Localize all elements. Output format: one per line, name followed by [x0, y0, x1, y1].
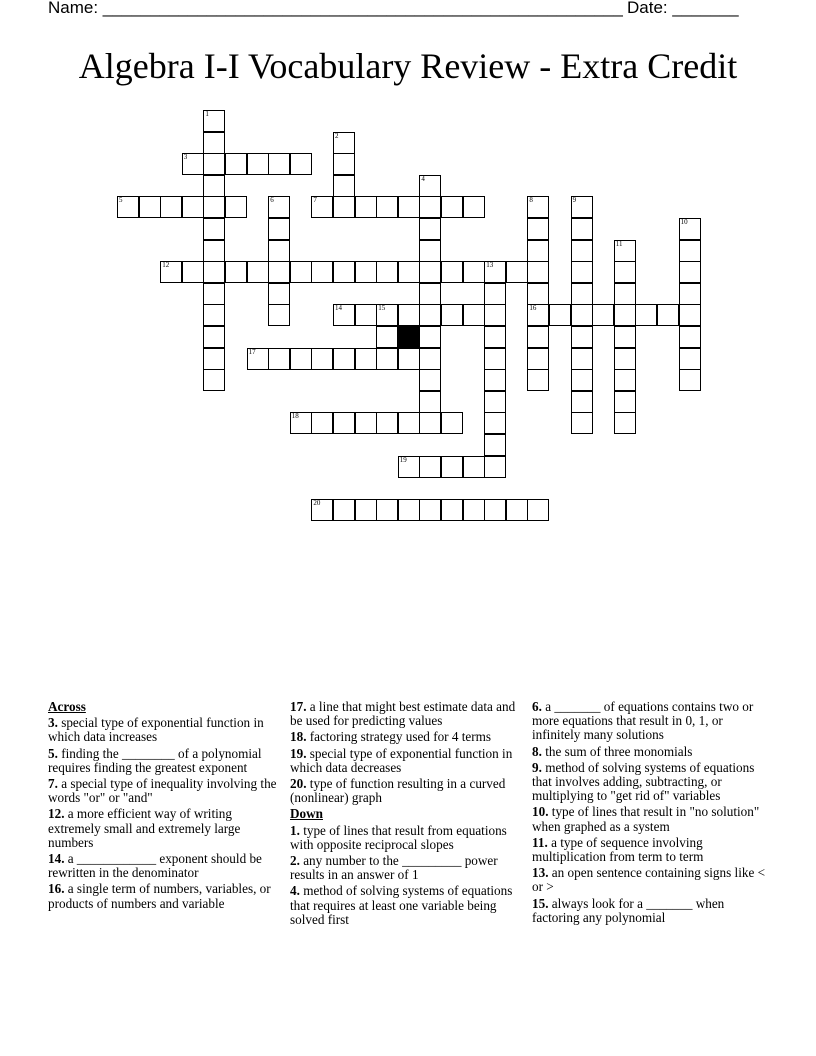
grid-cell[interactable] — [527, 326, 549, 348]
grid-cell[interactable] — [419, 348, 441, 370]
clue-across-3 — [48, 716, 280, 744]
clue-number: 2. — [290, 853, 300, 869]
grid-cell[interactable] — [571, 283, 593, 305]
grid-cell[interactable] — [484, 434, 506, 456]
clue-text: a ____________ exponent should be rewritten in the denominator — [48, 851, 262, 881]
cell-number: 11 — [615, 239, 623, 248]
grid-cell[interactable] — [203, 132, 225, 154]
grid-cell[interactable] — [398, 499, 420, 521]
clue-text: type of lines that result from equations with opposite reciprocal slopes — [290, 822, 507, 852]
clue-text: method of solving systems of equations that involves adding, subtracting, or multiplying to "get rid of" variables — [532, 759, 755, 804]
grid-cell[interactable] — [571, 196, 593, 218]
grid-cell[interactable] — [247, 261, 269, 283]
grid-cell[interactable] — [355, 304, 377, 326]
clue-down-2 — [290, 854, 516, 882]
grid-cell[interactable] — [419, 499, 441, 521]
clue-across-19 — [290, 747, 516, 775]
clue-number: 14. — [48, 851, 65, 867]
clues-column-3 — [532, 700, 768, 927]
clue-number: 17. — [290, 699, 307, 714]
cell-number: 15 — [378, 304, 386, 313]
grid-cell[interactable] — [355, 412, 377, 434]
grid-cell[interactable] — [614, 326, 636, 348]
clue-text: special type of exponential function in which data decreases — [290, 745, 513, 775]
grid-cell[interactable] — [268, 261, 290, 283]
grid-cell[interactable] — [679, 369, 701, 391]
grid-cell[interactable] — [376, 196, 398, 218]
grid-cell[interactable] — [484, 348, 506, 370]
cell-number: 10 — [680, 218, 688, 226]
down-heading: Down — [290, 806, 323, 822]
grid-cell[interactable] — [484, 412, 506, 434]
grid-cell[interactable] — [203, 261, 225, 283]
grid-cell[interactable] — [290, 261, 312, 283]
clue-across-7 — [48, 777, 280, 805]
grid-cell[interactable] — [268, 196, 290, 218]
grid-cell[interactable] — [463, 456, 485, 478]
grid-cell[interactable] — [225, 196, 247, 218]
grid-cell[interactable] — [247, 348, 269, 370]
clue-text: a single term of numbers, variables, or products of numbers and variable — [48, 881, 271, 911]
grid-cell[interactable] — [419, 369, 441, 391]
grid-cell[interactable] — [441, 196, 463, 218]
grid-cell[interactable] — [398, 456, 420, 478]
clue-text: finding the ________ of a polynomial requires finding the greatest exponent — [48, 745, 262, 775]
clue-text: factoring strategy used for 4 terms — [309, 729, 492, 745]
clue-down-1 — [290, 824, 516, 852]
grid-cell[interactable] — [679, 240, 701, 262]
grid-cell[interactable] — [484, 391, 506, 413]
clue-number: 1. — [290, 822, 300, 838]
cell-number: 8 — [529, 196, 533, 205]
grid-cell[interactable] — [203, 175, 225, 197]
grid-cell[interactable] — [290, 153, 312, 175]
clue-number: 18. — [290, 729, 307, 745]
grid-cell[interactable] — [376, 412, 398, 434]
date-field[interactable]: Date: _______ — [627, 0, 739, 17]
grid-cell[interactable] — [333, 261, 355, 283]
grid-cell[interactable] — [419, 326, 441, 348]
clue-text: the sum of three monomials — [545, 743, 693, 759]
cell-number: 13 — [486, 261, 494, 270]
clue-text: special type of exponential function in which data increases — [48, 715, 264, 745]
grid-cell[interactable] — [376, 304, 398, 326]
grid-cell[interactable] — [311, 499, 333, 521]
grid-cell[interactable] — [527, 218, 549, 240]
grid-cell[interactable] — [614, 369, 636, 391]
clue-across-12 — [48, 807, 280, 850]
grid-cell[interactable] — [527, 369, 549, 391]
clue-text: method of solving systems of equations that requires at least one variable being solved first — [290, 883, 513, 927]
grid-cell[interactable] — [333, 412, 355, 434]
grid-cell[interactable] — [571, 348, 593, 370]
grid-cell[interactable] — [333, 196, 355, 218]
grid-cell[interactable] — [506, 499, 528, 521]
clue-down-9 — [532, 761, 768, 804]
cell-number: 12 — [162, 261, 170, 270]
grid-cell[interactable] — [182, 153, 204, 175]
grid-cell[interactable] — [311, 261, 333, 283]
grid-cell[interactable] — [679, 283, 701, 305]
grid-cell[interactable] — [203, 153, 225, 175]
grid-cell[interactable] — [225, 261, 247, 283]
grid-cell[interactable] — [419, 304, 441, 326]
grid-cell[interactable] — [117, 196, 139, 218]
grid-cell[interactable] — [484, 304, 506, 326]
grid-cell[interactable] — [160, 261, 182, 283]
grid-cell[interactable] — [333, 153, 355, 175]
grid-cell[interactable] — [333, 348, 355, 370]
grid-cell[interactable] — [160, 196, 182, 218]
clue-number: 10. — [532, 804, 549, 820]
clue-text: a line that might best estimate data and be used for predicting values — [290, 699, 516, 729]
grid-cell[interactable] — [484, 261, 506, 283]
clue-text: a type of sequence involving multiplication from term to term — [532, 834, 704, 865]
grid-cell[interactable] — [247, 153, 269, 175]
grid-cell[interactable] — [657, 304, 679, 326]
clue-across-16 — [48, 882, 280, 910]
grid-cell[interactable] — [679, 218, 701, 240]
grid-cell[interactable] — [139, 196, 161, 218]
clue-number: 11. — [532, 834, 548, 850]
grid-cell[interactable] — [419, 283, 441, 305]
clue-number: 16. — [48, 881, 65, 897]
grid-cell[interactable] — [398, 304, 420, 326]
grid-cell[interactable] — [355, 261, 377, 283]
grid-cell[interactable] — [268, 218, 290, 240]
grid-cell[interactable] — [614, 348, 636, 370]
clue-number: 8. — [532, 743, 542, 759]
grid-cell[interactable] — [571, 369, 593, 391]
grid-cell[interactable] — [203, 240, 225, 262]
grid-cell[interactable] — [527, 348, 549, 370]
grid-cell[interactable] — [355, 348, 377, 370]
cell-number: 5 — [119, 196, 123, 205]
grid-cell[interactable] — [484, 326, 506, 348]
clue-down-4 — [290, 884, 516, 927]
grid-cell[interactable] — [203, 196, 225, 218]
grid-cell[interactable] — [614, 412, 636, 434]
grid-cell[interactable] — [268, 283, 290, 305]
grid-cell[interactable] — [203, 304, 225, 326]
grid-cell[interactable] — [290, 348, 312, 370]
grid-cell[interactable] — [203, 326, 225, 348]
grid-cell[interactable] — [311, 348, 333, 370]
grid-cell[interactable] — [419, 218, 441, 240]
cell-number: 16 — [529, 304, 537, 313]
cell-number: 9 — [572, 196, 577, 205]
clue-number: 15. — [532, 895, 549, 911]
cell-number: 2 — [335, 131, 339, 140]
cell-number: 14 — [335, 304, 342, 313]
clue-text: type of function resulting in a curved (nonlinear) graph — [290, 776, 506, 806]
grid-cell[interactable] — [571, 240, 593, 262]
grid-cell[interactable] — [614, 391, 636, 413]
grid-cell[interactable] — [592, 304, 614, 326]
grid-cell[interactable] — [463, 261, 485, 283]
cell-number: 18 — [291, 412, 299, 421]
grid-cell[interactable] — [527, 240, 549, 262]
grid-cell[interactable] — [419, 456, 441, 478]
grid-cell[interactable] — [571, 304, 593, 326]
clue-number: 6. — [532, 699, 542, 714]
clue-number: 5. — [48, 745, 58, 761]
cell-number: 3 — [183, 153, 188, 162]
grid-cell[interactable] — [419, 412, 441, 434]
clue-down-11 — [532, 836, 768, 864]
grid-cell[interactable] — [484, 369, 506, 391]
grid-cell[interactable] — [203, 218, 225, 240]
grid-cell[interactable] — [614, 304, 636, 326]
grid-cell[interactable] — [333, 175, 355, 197]
cell-number: 1 — [205, 110, 209, 118]
grid-cell[interactable] — [311, 412, 333, 434]
grid-cell[interactable] — [182, 261, 204, 283]
grid-cell[interactable] — [441, 261, 463, 283]
clue-across-20 — [290, 777, 516, 805]
grid-cell[interactable] — [441, 499, 463, 521]
grid-cell[interactable] — [268, 304, 290, 326]
grid-cell[interactable] — [614, 283, 636, 305]
grid-cell[interactable] — [679, 304, 701, 326]
grid-cell[interactable] — [614, 261, 636, 283]
clue-across-17 — [290, 700, 516, 728]
grid-cell[interactable] — [376, 348, 398, 370]
clue-number: 4. — [290, 883, 300, 899]
grid-cell[interactable] — [419, 261, 441, 283]
clue-number: 3. — [48, 715, 58, 731]
clue-down-13 — [532, 866, 768, 894]
grid-cell[interactable] — [268, 153, 290, 175]
clue-number: 13. — [532, 865, 549, 881]
clue-number: 20. — [290, 776, 307, 792]
clue-text: a _______ of equations contains two or more equations that result in 0, 1, or infinitely many solutions — [532, 699, 754, 743]
grid-cell[interactable] — [203, 110, 225, 132]
grid-cell[interactable] — [419, 391, 441, 413]
cell-number: 17 — [248, 347, 256, 356]
grid-cell[interactable] — [527, 261, 549, 283]
grid-cell[interactable] — [398, 261, 420, 283]
grid-cell[interactable] — [484, 283, 506, 305]
grid-cell[interactable] — [463, 499, 485, 521]
grid-cell[interactable] — [268, 240, 290, 262]
grid-cell[interactable] — [463, 196, 485, 218]
grid-cell[interactable] — [398, 412, 420, 434]
grid-cell[interactable] — [376, 261, 398, 283]
grid-cell[interactable] — [333, 304, 355, 326]
grid-cell[interactable] — [419, 196, 441, 218]
clue-number: 7. — [48, 776, 58, 792]
grid-cell[interactable] — [506, 261, 528, 283]
clue-text: an open sentence containing signs like < or > — [532, 865, 766, 895]
grid-cell[interactable] — [268, 348, 290, 370]
grid-cell[interactable] — [571, 218, 593, 240]
grid-cell[interactable] — [484, 499, 506, 521]
grid-cell[interactable] — [571, 391, 593, 413]
cell-number: 4 — [421, 174, 425, 183]
grid-cell[interactable] — [290, 412, 312, 434]
clue-across-14 — [48, 852, 280, 880]
grid-cell[interactable] — [571, 326, 593, 348]
clue-down-8 — [532, 745, 768, 759]
grid-cell[interactable] — [203, 369, 225, 391]
grid-cell[interactable] — [225, 153, 247, 175]
cell-number: 6 — [270, 196, 274, 205]
grid-cell[interactable] — [398, 348, 420, 370]
grid-cell[interactable] — [527, 196, 549, 218]
grid-cell[interactable] — [182, 196, 204, 218]
clue-text: always look for a _______ when factoring any polynomial — [532, 895, 725, 925]
grid-cell[interactable] — [333, 132, 355, 154]
cell-number: 20 — [313, 498, 321, 507]
clue-text: type of lines that result in "no solution" when graphed as a system — [532, 804, 760, 834]
clue-text: a more efficient way of writing extremely small and extremely large numbers — [48, 806, 241, 850]
grid-cell[interactable] — [398, 196, 420, 218]
clue-down-6 — [532, 700, 768, 743]
grid-cell[interactable] — [376, 326, 398, 348]
grid-cell[interactable] — [419, 240, 441, 262]
grid-cell[interactable] — [355, 499, 377, 521]
grid-cell[interactable] — [463, 304, 485, 326]
clue-across-5 — [48, 747, 280, 775]
grid-cell[interactable] — [571, 261, 593, 283]
grid-cell[interactable] — [679, 348, 701, 370]
page-title: Algebra I-I Vocabulary Review - Extra Credit — [78, 46, 738, 86]
grid-cell[interactable] — [484, 456, 506, 478]
clue-down-10 — [532, 805, 768, 833]
grid-cell[interactable] — [571, 412, 593, 434]
grid-cell[interactable] — [549, 304, 571, 326]
clue-number: 19. — [290, 745, 307, 761]
cell-number: 19 — [399, 455, 407, 464]
grid-cell[interactable] — [527, 283, 549, 305]
grid-cell[interactable] — [441, 412, 463, 434]
grid-cell[interactable] — [441, 304, 463, 326]
grid-cell[interactable] — [203, 348, 225, 370]
grid-cell[interactable] — [333, 499, 355, 521]
grid-cell[interactable] — [614, 240, 636, 262]
grid-cell[interactable] — [527, 304, 549, 326]
grid-cell[interactable] — [355, 196, 377, 218]
clues-column-2 — [290, 700, 516, 929]
grid-cell[interactable] — [679, 261, 701, 283]
grid-cell[interactable] — [376, 499, 398, 521]
clue-across-18 — [290, 730, 516, 744]
clue-down-15 — [532, 897, 768, 925]
grid-cell[interactable] — [527, 499, 549, 521]
grid-block — [398, 326, 420, 348]
cell-number: 7 — [313, 196, 317, 205]
grid-cell[interactable] — [441, 456, 463, 478]
clue-number: 12. — [48, 806, 65, 822]
grid-cell[interactable] — [419, 175, 441, 197]
clue-text: a special type of inequality involving the words "or" or "and" — [48, 776, 277, 806]
clues-column-1 — [48, 700, 280, 913]
clue-text: any number to the _________ power results in an answer of 1 — [290, 853, 498, 883]
name-field[interactable]: Name: _______________________________________________________ — [48, 0, 623, 17]
grid-cell[interactable] — [635, 304, 657, 326]
clue-number: 9. — [532, 759, 542, 775]
grid-cell[interactable] — [203, 283, 225, 305]
grid-cell[interactable] — [311, 196, 333, 218]
grid-cell[interactable] — [679, 326, 701, 348]
across-heading: Across — [48, 699, 86, 714]
